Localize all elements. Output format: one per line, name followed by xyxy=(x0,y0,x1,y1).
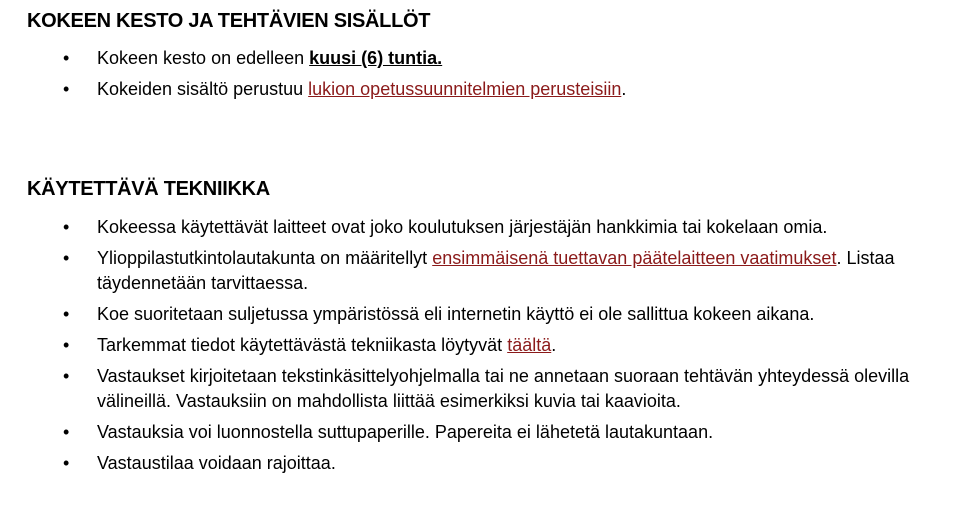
section-heading-technology: KÄYTETTÄVÄ TEKNIIKKA xyxy=(27,178,270,200)
list-item xyxy=(27,302,955,327)
list-item-text-after: . Listaa täydennetään tarvittaessa. xyxy=(97,248,895,293)
list-item-text: Vastauksia voi luonnostella suttupaperille. Papereita ei lähetetä lautakuntaan. xyxy=(97,422,714,442)
section-heading-exam-duration: KOKEEN KESTO JA TEHTÄVIEN SISÄLLÖT xyxy=(27,10,431,32)
list-item xyxy=(27,420,955,445)
list-item xyxy=(27,46,955,71)
list-item-text: Kokeen kesto on edelleen xyxy=(97,48,310,68)
exam-duration-list xyxy=(27,46,955,102)
list-item-text: Vastaustilaa voidaan rajoittaa. xyxy=(97,453,336,473)
bullet-icon: • xyxy=(63,453,70,473)
list-item xyxy=(27,77,955,102)
technology-details-link[interactable]: täältä xyxy=(507,335,552,355)
curriculum-link[interactable]: lukion opetussuunnitelmien perusteisiin xyxy=(308,79,622,99)
list-item-text: Kokeessa käytettävät laitteet ovat joko koulutuksen järjestäjän hankkimia tai kokelaan omia. xyxy=(97,217,828,237)
bullet-icon: • xyxy=(63,335,70,355)
bullet-icon: • xyxy=(63,248,70,268)
exam-duration-emphasis: kuusi (6) tuntia. xyxy=(309,48,443,68)
list-item xyxy=(27,333,955,358)
bullet-icon: • xyxy=(63,366,70,386)
list-item xyxy=(27,451,955,476)
bullet-icon: • xyxy=(63,304,70,324)
list-item-text: Kokeiden sisältö perustuu xyxy=(97,79,309,99)
technology-list xyxy=(27,215,955,476)
list-item-text-after: . xyxy=(621,79,627,99)
list-item-text-after: . xyxy=(551,335,557,355)
device-requirements-link[interactable]: ensimmäisenä tuettavan päätelaitteen vaatimukset xyxy=(432,248,837,268)
list-item-text: Vastaukset kirjoitetaan tekstinkäsittelyohjelmalla tai ne annetaan suoraan tehtävän yhteydessä olevilla välineillä. Vastauksiin on mahdollista liittää esimerkiksi kuvia tai kaavioita. xyxy=(97,366,910,411)
list-item xyxy=(27,364,955,414)
bullet-icon: • xyxy=(63,217,70,237)
list-item-text: Tarkemmat tiedot käytettävästä tekniikasta löytyvät xyxy=(97,335,508,355)
list-item xyxy=(27,215,955,240)
list-item-text: Ylioppilastutkintolautakunta on määritellyt xyxy=(97,248,433,268)
bullet-icon: • xyxy=(63,48,70,68)
bullet-icon: • xyxy=(63,79,70,99)
bullet-icon: • xyxy=(63,422,70,442)
list-item-text: Koe suoritetaan suljetussa ympäristössä eli internetin käyttö ei ole sallittua kokeen aikana. xyxy=(97,304,815,324)
list-item xyxy=(27,246,955,296)
